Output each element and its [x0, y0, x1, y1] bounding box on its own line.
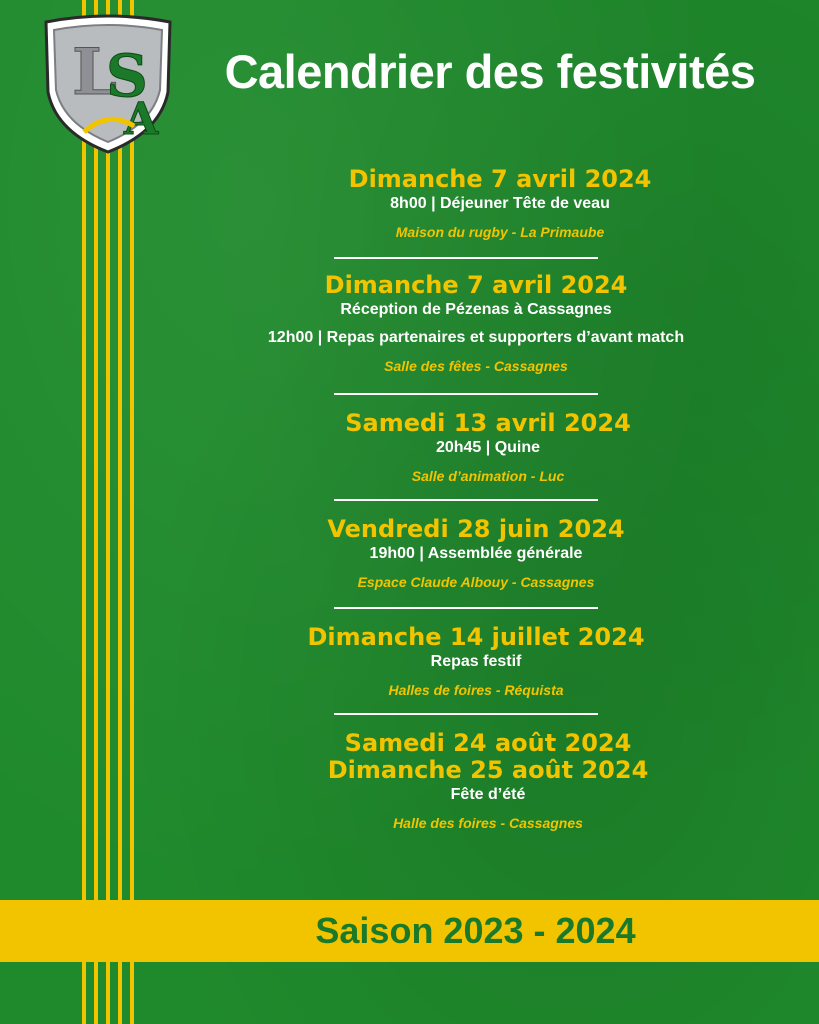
event-date: Dimanche 7 avril 2024 [348, 165, 652, 193]
event-location: Espace Claude Albouy - Cassagnes [357, 574, 595, 590]
event-date: Dimanche 25 août 2024 [327, 756, 649, 784]
separator [334, 257, 598, 259]
event-4 [216, 516, 736, 593]
separator [334, 713, 598, 715]
event-description: Fête d’été [450, 786, 526, 803]
separator [334, 607, 598, 609]
page-title: Calendrier des festivités [224, 45, 756, 98]
event-description: 19h00 | Assemblée générale [369, 545, 583, 562]
event-5 [216, 624, 736, 701]
season-label: Saison 2023 - 2024 [315, 910, 636, 951]
separator [334, 499, 598, 501]
event-location: Maison du rugby - La Primaube [395, 224, 605, 240]
event-location: Salle d’animation - Luc [411, 468, 565, 484]
event-location: Salle des fêtes - Cassagnes [384, 358, 568, 374]
event-description: Réception de Pézenas à Cassagnes [340, 301, 612, 318]
event-location: Halles de foires - Réquista [388, 682, 564, 698]
event-2 [216, 272, 736, 377]
event-date: Samedi 24 août 2024 [344, 729, 632, 757]
event-date: Dimanche 14 juillet 2024 [307, 623, 645, 651]
club-logo [42, 14, 174, 156]
svg-text:L: L [72, 35, 117, 110]
separator [334, 393, 598, 395]
event-1 [240, 166, 760, 243]
event-3 [228, 410, 748, 487]
event-date: Vendredi 28 juin 2024 [327, 515, 625, 543]
svg-text:A: A [124, 94, 159, 145]
event-location: Halle des foires - Cassagnes [393, 815, 583, 831]
svg-text:S: S [106, 42, 148, 110]
event-description: 8h00 | Déjeuner Tête de veau [390, 195, 610, 212]
event-date: Samedi 13 avril 2024 [345, 409, 631, 437]
event-description: 12h00 | Repas partenaires et supporters d’avant match [267, 329, 685, 346]
event-description: 20h45 | Quine [435, 439, 541, 456]
event-6 [228, 730, 748, 834]
event-description: Repas festif [430, 653, 522, 670]
event-date: Dimanche 7 avril 2024 [324, 271, 628, 299]
